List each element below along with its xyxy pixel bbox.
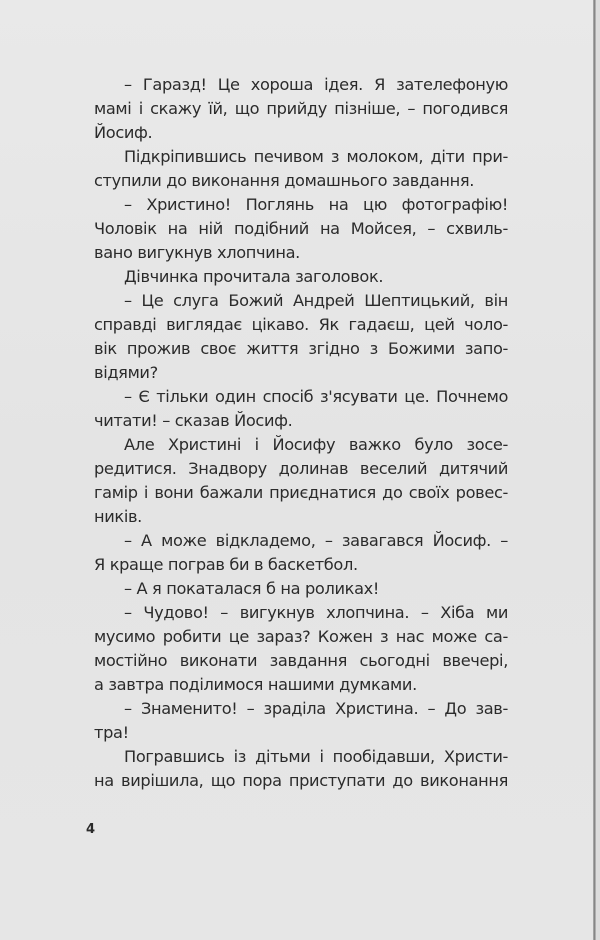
- text-line: гамір і вони бажали приєднатися до своїх ровес-: [94, 483, 508, 502]
- text-line: мусимо робити це зараз? Кожен з нас може са-: [94, 627, 508, 646]
- text-line: ників.: [94, 507, 142, 526]
- text-line: – Христино! Поглянь на цю фотографію!: [124, 195, 508, 214]
- text-line: – Чудово! – вигукнув хлопчина. – Хіба ми: [124, 603, 508, 622]
- text-line: Йосиф.: [94, 123, 153, 142]
- text-line: Чоловік на ній подібний на Мойсея, – схвиль-: [94, 219, 508, 238]
- text-line: Але Христині і Йосифу важко було зосе-: [124, 435, 508, 454]
- text-line: – Є тільки один спосіб з'ясувати це. Почнемо: [124, 387, 508, 406]
- text-line: Дівчинка прочитала заголовок.: [124, 267, 384, 286]
- text-line: – А може відкладемо, – завагався Йосиф. –: [124, 531, 508, 550]
- text-line: – Знаменито! – зраділа Христина. – До зав-: [124, 699, 508, 718]
- text-line: – Це слуга Божий Андрей Шептицький, він: [124, 291, 508, 310]
- text-line: редитися. Знадвору долинав веселий дитячий: [94, 459, 508, 478]
- body-text: [94, 73, 508, 793]
- page-number: 4: [86, 822, 96, 837]
- text-line: – А я покаталася б на роликах!: [124, 579, 380, 598]
- text-line: вано вигукнув хлопчина.: [94, 243, 300, 262]
- text-line: ступили до виконання домашнього завдання.: [94, 171, 475, 190]
- text-line: вік прожив своє життя згідно з Божими запо-: [94, 339, 508, 358]
- text-line: Підкріпившись печивом з молоком, діти при-: [124, 147, 508, 166]
- text-line: – Гаразд! Це хороша ідея. Я зателефоную: [124, 75, 508, 94]
- text-line: справді виглядає цікаво. Як гадаєш, цей чоло-: [94, 315, 508, 334]
- text-line: на вирішила, що пора приступати до виконання: [94, 771, 508, 790]
- text-line: читати! – сказав Йосиф.: [94, 411, 293, 430]
- text-line: мамі і скажу їй, що прийду пізніше, – погодився: [94, 99, 508, 118]
- text-line: Погравшись із дітьми і пообідавши, Христи-: [124, 747, 508, 766]
- text-line: а завтра поділимося нашими думками.: [94, 675, 417, 694]
- text-line: Я краще пограв би в баскетбол.: [94, 555, 358, 574]
- page-outer-margin: [596, 0, 600, 940]
- text-line: тра!: [94, 723, 129, 742]
- text-line: відями?: [94, 363, 158, 382]
- text-line: мостійно виконати завдання сьогодні ввечері,: [94, 651, 508, 670]
